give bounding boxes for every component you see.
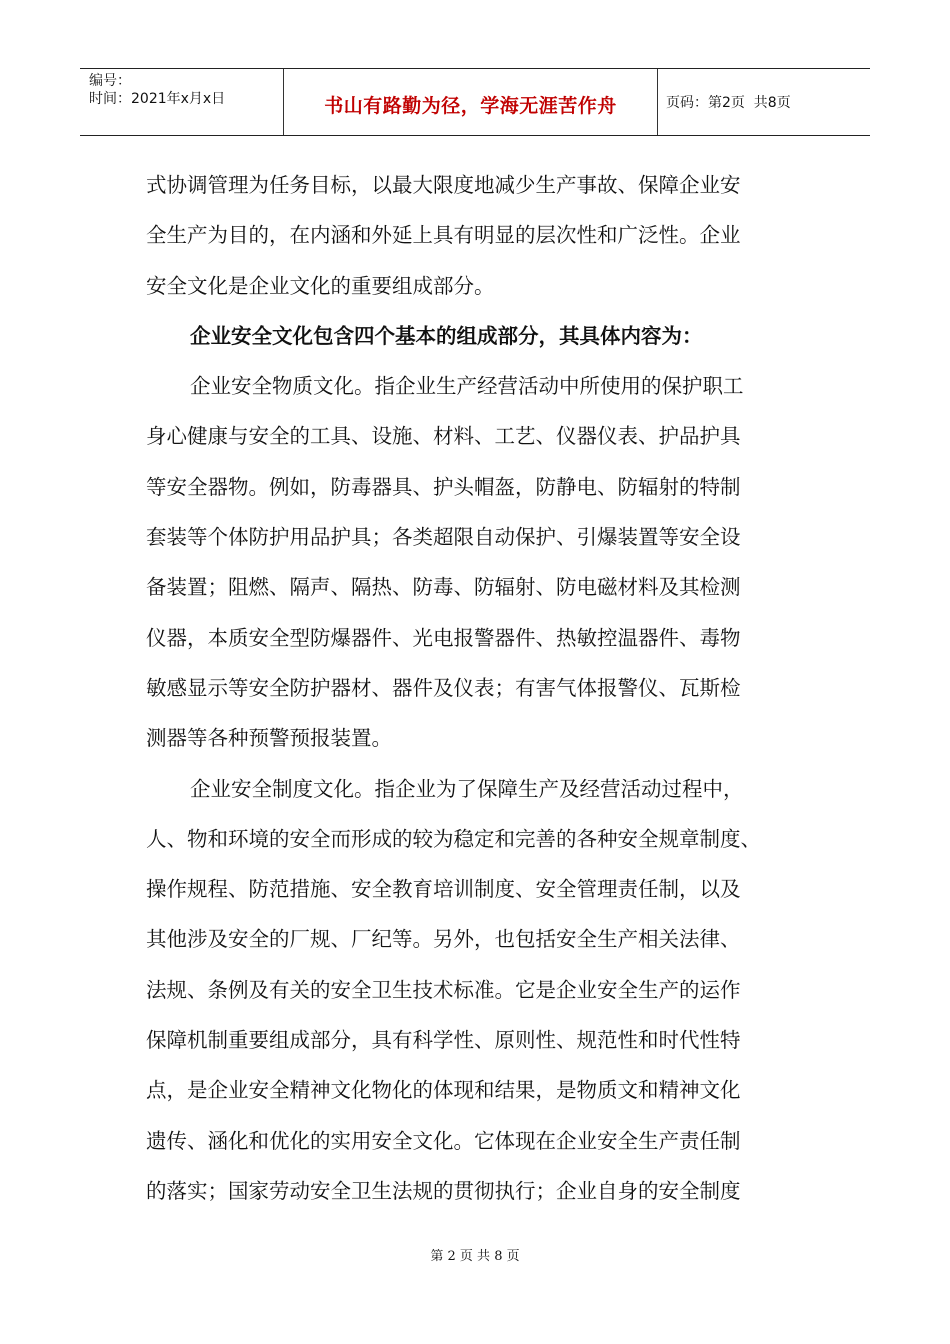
header-page-cell bbox=[658, 69, 870, 135]
body-line: 操作规程、防范措施、安全教育培训制度、安全管理责任制，以及 bbox=[146, 877, 741, 902]
section-heading: 企业安全文化包含四个基本的组成部分，其具体内容为： bbox=[190, 323, 703, 348]
document-body bbox=[146, 160, 826, 1216]
document-date-label: 时间：2021年x月x日 bbox=[89, 91, 226, 107]
header-page-info: 页码：第2页 共8页 bbox=[666, 95, 791, 111]
body-line: 备装置；阻燃、隔声、隔热、防毒、防辐射、防电磁材料及其检测 bbox=[146, 575, 741, 600]
body-line: 保障机制重要组成部分，具有科学性、原则性、规范性和时代性特 bbox=[146, 1028, 741, 1053]
body-line: 人、物和环境的安全而形成的较为稳定和完善的各种安全规章制度、 bbox=[146, 826, 761, 851]
body-line: 套装等个体防护用品护具；各类超限自动保护、引爆装置等安全设 bbox=[146, 525, 741, 550]
body-line: 等安全器物。例如，防毒器具、护头帽盔，防静电、防辐射的特制 bbox=[146, 474, 741, 499]
body-line: 企业安全物质文化。指企业生产经营活动中所使用的保护职工 bbox=[190, 374, 744, 399]
body-line: 身心健康与安全的工具、设施、材料、工艺、仪器仪表、护品护具 bbox=[146, 424, 741, 449]
body-line: 遗传、涵化和优化的实用安全文化。它体现在企业安全生产责任制 bbox=[146, 1128, 741, 1153]
document-number-label: 编号： bbox=[89, 73, 131, 89]
body-line: 法规、条例及有关的安全卫生技术标准。它是企业安全生产的运作 bbox=[146, 977, 741, 1002]
body-line: 式协调管理为任务目标，以最大限度地减少生产事故、保障企业安 bbox=[146, 173, 741, 197]
body-line: 的落实；国家劳动安全卫生法规的贯彻执行；企业自身的安全制度 bbox=[146, 1178, 741, 1203]
body-line: 全生产为目的，在内涵和外延上具有明显的层次性和广泛性。企业 bbox=[146, 223, 741, 248]
body-line: 其他涉及安全的厂规、厂纪等。另外，也包括安全生产相关法律、 bbox=[146, 927, 741, 952]
header-motto: 书山有路勤为径，学海无涯苦作舟 bbox=[324, 94, 617, 117]
body-line: 点，是企业安全精神文化物化的体现和结果，是物质文和精神文化 bbox=[146, 1078, 741, 1103]
header-table bbox=[80, 68, 870, 136]
body-line: 安全文化是企业文化的重要组成部分。 bbox=[146, 273, 495, 298]
body-line: 测器等各种预警预报装置。 bbox=[146, 726, 392, 751]
header-motto-cell bbox=[284, 69, 658, 135]
page-footer: 第 2 页 共 8 页 bbox=[430, 1249, 520, 1264]
body-line: 仪器，本质安全型防爆器件、光电报警器件、热敏控温器件、毒物 bbox=[146, 625, 741, 650]
header-meta-cell bbox=[80, 69, 284, 135]
body-line: 企业安全制度文化。指企业为了保障生产及经营活动过程中， bbox=[190, 776, 744, 801]
body-line: 敏感显示等安全防护器材、器件及仪表；有害气体报警仪、瓦斯检 bbox=[146, 675, 741, 700]
